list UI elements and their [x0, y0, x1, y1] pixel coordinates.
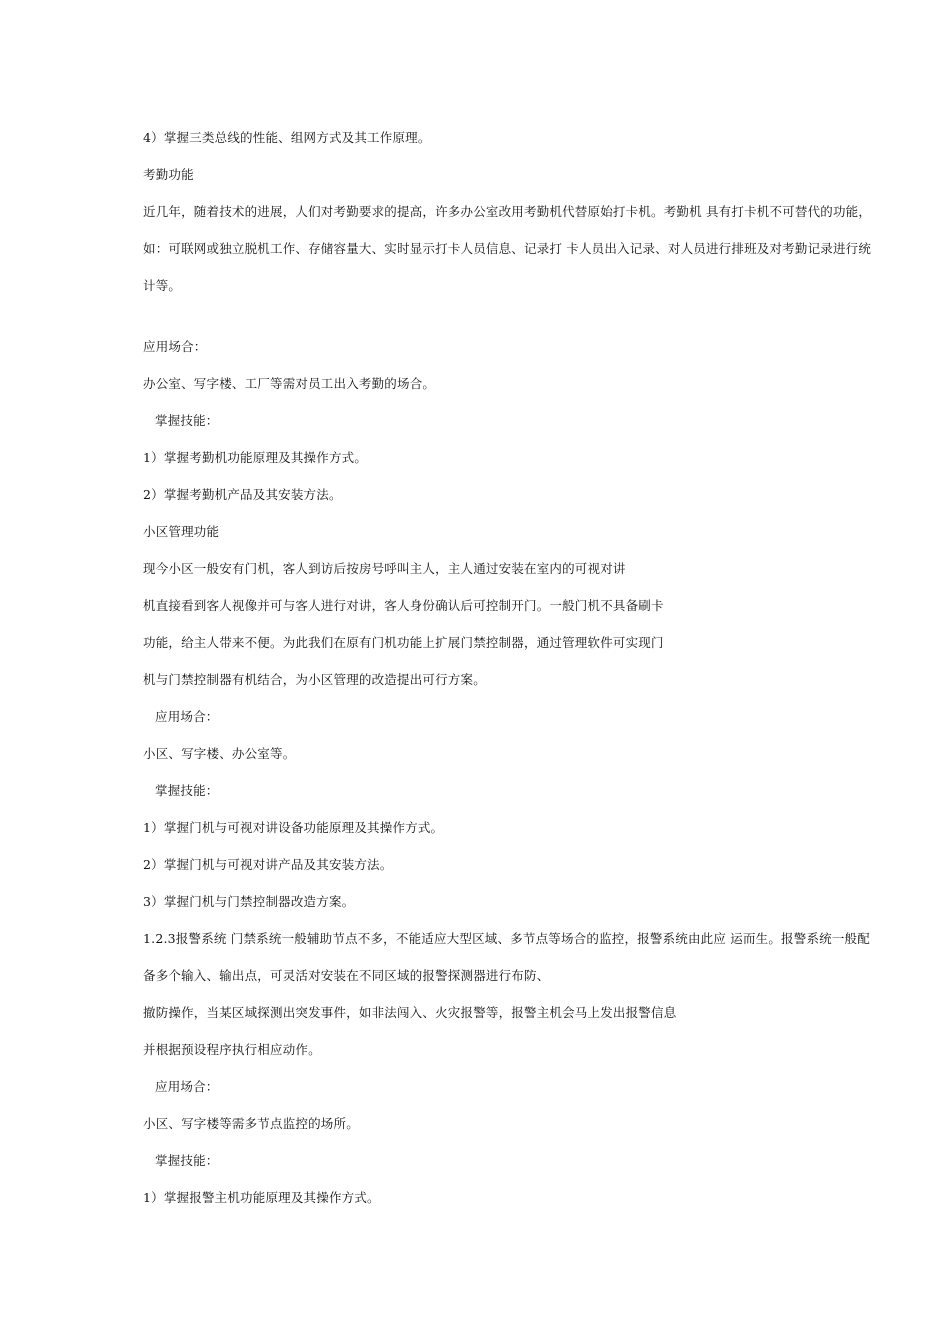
- subheading: 掌握技能：: [155, 1153, 219, 1168]
- list-item: 2）掌握门机与可视对讲产品及其安装方法。: [143, 857, 393, 872]
- paragraph-line: 办公室、写字楼、工厂等需对员工出入考勤的场合。: [143, 376, 436, 391]
- paragraph-line: 如：可联网或独立脱机工作、存储容量大、实时显示打卡人员信息、记录打 卡人员出入记录、对人员进行排班及对考勤记录进行统: [143, 241, 872, 256]
- list-item: 1）掌握报警主机功能原理及其操作方式。: [143, 1190, 380, 1205]
- paragraph-line: 1.2.3报警系统 门禁系统一般辅助节点不多，不能适应大型区域、多节点等场合的监控，报警系统由此应 运而生。报警系统一般配: [143, 931, 870, 946]
- subheading: 掌握技能：: [155, 783, 219, 798]
- subheading: 掌握技能：: [155, 413, 219, 428]
- paragraph-line: 备多个输入、输出点，可灵活对安装在不同区域的报警探测器进行布防、: [143, 968, 550, 983]
- subheading: 应用场合：: [143, 339, 207, 354]
- subheading: 应用场合：: [155, 1079, 219, 1094]
- paragraph-line: 并根据预设程序执行相应动作。: [143, 1042, 321, 1057]
- section-heading: 考勤功能: [143, 167, 194, 182]
- subheading: 应用场合：: [155, 709, 219, 724]
- paragraph-line: 撤防操作，当某区域探测出突发事件，如非法闯入、火灾报警等，报警主机会马上发出报警信息: [143, 1005, 677, 1020]
- list-item: 1）掌握门机与可视对讲设备功能原理及其操作方式。: [143, 820, 444, 835]
- paragraph-line: 机直接看到客人视像并可与客人进行对讲，客人身份确认后可控制开门。一般门机不具备刷卡: [143, 598, 664, 613]
- paragraph-line: 小区、写字楼、办公室等。: [143, 746, 296, 761]
- list-item: 2）掌握考勤机产品及其安装方法。: [143, 487, 342, 502]
- list-item: 3）掌握门机与门禁控制器改造方案。: [143, 894, 355, 909]
- list-item: 1）掌握考勤机功能原理及其操作方式。: [143, 450, 368, 465]
- paragraph-line: 现今小区一般安有门机，客人到访后按房号呼叫主人，主人通过安装在室内的可视对讲: [143, 561, 626, 576]
- paragraph-line: 计等。: [143, 278, 182, 293]
- paragraph-line: 机与门禁控制器有机结合，为小区管理的改造提出可行方案。: [143, 672, 486, 687]
- list-item: 4）掌握三类总线的性能、组网方式及其工作原理。: [143, 130, 431, 145]
- paragraph-line: 近几年，随着技术的进展，人们对考勤要求的提高，许多办公室改用考勤机代替原始打卡机。考勤机 具有打卡机不可替代的功能，: [143, 204, 872, 219]
- section-heading: 小区管理功能: [143, 524, 220, 539]
- paragraph-line: 小区、写字楼等需多节点监控的场所。: [143, 1116, 359, 1131]
- paragraph-line: 功能，给主人带来不便。为此我们在原有门机功能上扩展门禁控制器，通过管理软件可实现门: [143, 635, 664, 650]
